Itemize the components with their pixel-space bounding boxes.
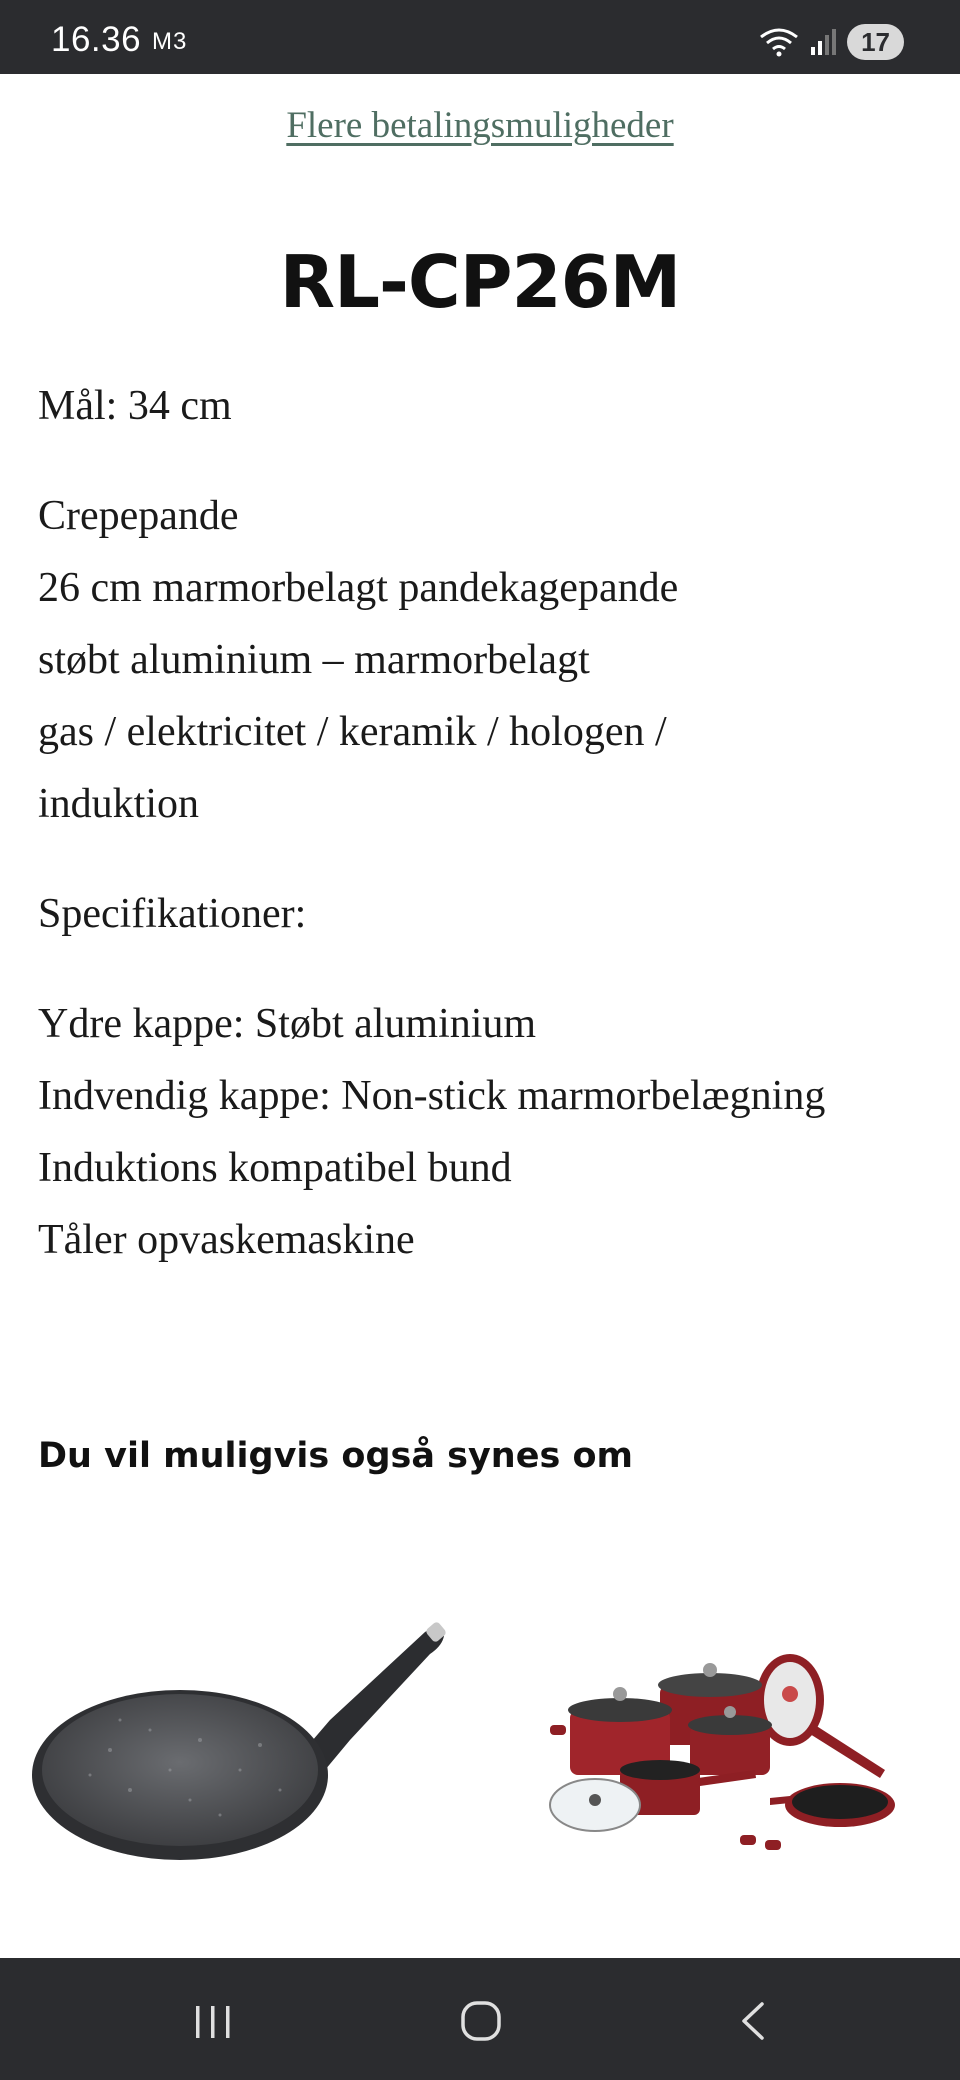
specs-heading: Specifikationer: — [38, 891, 307, 937]
specs-list — [38, 988, 825, 1276]
description-line: 26 cm marmorbelagt pandekagepande — [38, 565, 679, 611]
product-description — [38, 480, 678, 840]
description-line: Crepepande — [38, 493, 239, 539]
battery-indicator: 17 — [847, 24, 904, 60]
wifi-icon — [759, 27, 799, 57]
product-size: Mål: 34 cm — [38, 383, 232, 429]
home-icon[interactable] — [456, 1996, 506, 2046]
status-time: 16.36 — [51, 20, 142, 59]
product-title: RL-CP26M — [279, 240, 681, 324]
related-product-crepe-pan-image[interactable] — [30, 1600, 450, 1870]
spec-line: Induktions kompatibel bund — [38, 1145, 512, 1191]
signal-icon — [809, 27, 837, 57]
spec-line: Ydre kappe: Støbt aluminium — [38, 1001, 537, 1047]
related-product-cookware-set-image[interactable] — [540, 1630, 920, 1860]
description-line: induktion — [38, 781, 200, 827]
back-icon[interactable] — [730, 1996, 780, 2046]
status-bar — [0, 0, 960, 74]
more-payment-options-link[interactable]: Flere betalingsmuligheder — [286, 105, 674, 146]
android-nav-bar — [0, 1958, 960, 2080]
spec-line: Indvendig kappe: Non-stick marmorbelægning — [38, 1073, 826, 1119]
description-line: støbt aluminium – marmorbelagt — [38, 637, 590, 683]
network-indicator: M3 — [152, 28, 188, 55]
description-line: gas / elektricitet / keramik / hologen / — [38, 709, 667, 755]
related-products-heading: Du vil muligvis også synes om — [38, 1436, 633, 1476]
status-icons — [759, 24, 904, 60]
recent-apps-icon[interactable] — [188, 1996, 238, 2046]
spec-line: Tåler opvaskemaskine — [38, 1217, 415, 1263]
